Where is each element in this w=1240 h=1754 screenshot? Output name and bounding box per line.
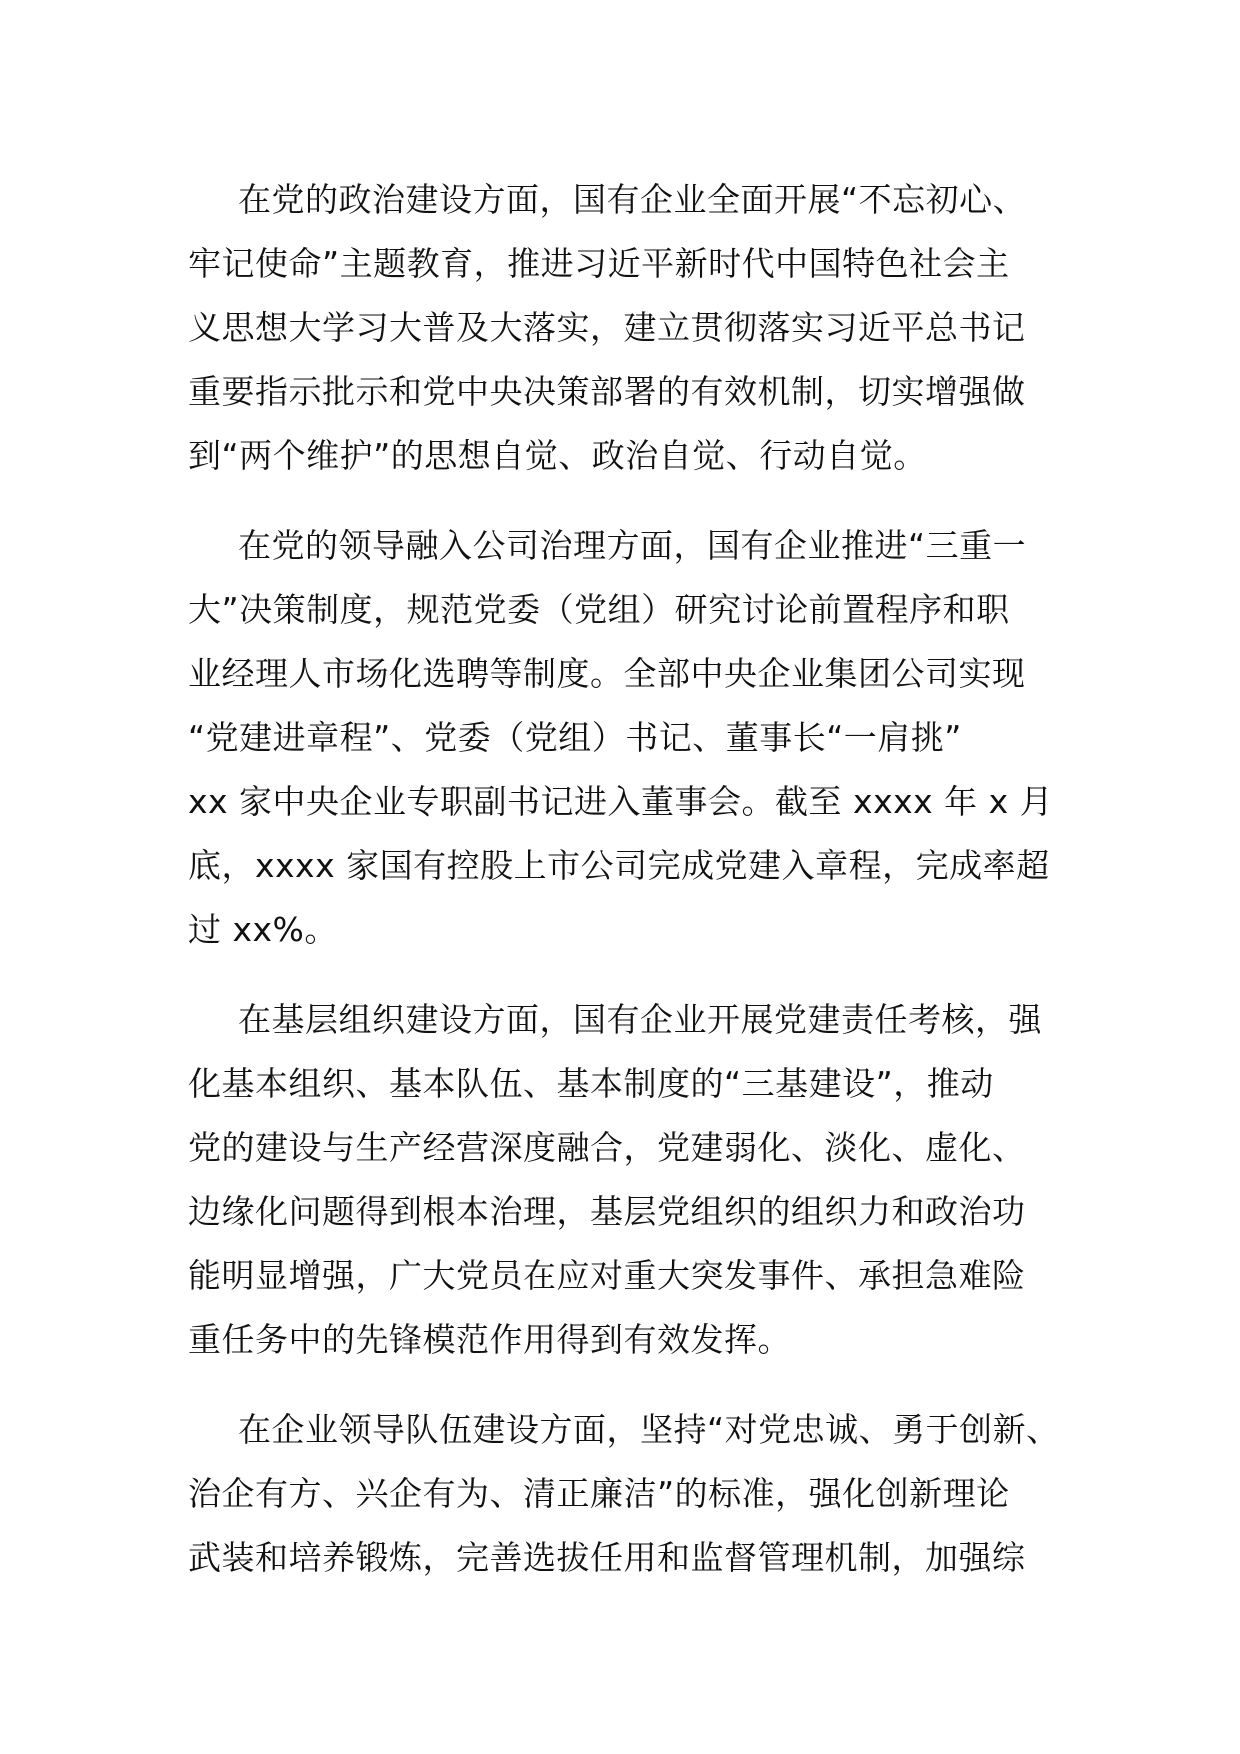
paragraph-political-building	[188, 168, 1068, 488]
text-line: 底，xxxx 家国有控股上市公司完成党建入章程，完成率超	[188, 846, 1050, 885]
text-line: 过 xx%。	[188, 910, 338, 949]
text-line: 到“两个维护”的思想自觉、政治自觉、行动自觉。	[188, 436, 927, 475]
text-line: 党的建设与生产经营深度融合，党建弱化、淡化、虚化、	[188, 1128, 1026, 1167]
text-line: 大”决策制度，规范党委（党组）研究讨论前置程序和职	[188, 590, 1010, 629]
text-line: 义思想大学习大普及大落实，建立贯彻落实习近平总书记	[188, 308, 1026, 347]
text-line: 在基层组织建设方面，国有企业开展党建责任考核，强	[238, 1000, 1042, 1039]
text-line: 化基本组织、基本队伍、基本制度的“三基建设”，推动	[188, 1064, 994, 1103]
text-line: 武装和培养锻炼，完善选拔任用和监督管理机制，加强综	[188, 1538, 1026, 1577]
text-line: 能明显增强，广大党员在应对重大突发事件、承担急难险	[188, 1256, 1026, 1295]
document-body	[188, 168, 1068, 1616]
text-line: 边缘化问题得到根本治理，基层党组织的组织力和政治功	[188, 1192, 1026, 1231]
text-line: xx 家中央企业专职副书记进入董事会。截至 xxxx 年 x 月	[188, 782, 1054, 821]
text-line: 牢记使命”主题教育，推进习近平新时代中国特色社会主	[188, 244, 1010, 283]
text-line: “党建进章程”、党委（党组）书记、董事长“一肩挑”	[188, 718, 962, 757]
text-line: 重要指示批示和党中央决策部署的有效机制，切实增强做	[188, 372, 1026, 411]
paragraph-leadership-team	[188, 1398, 1068, 1590]
text-line: 治企有方、兴企有为、清正廉洁”的标准，强化创新理论	[188, 1474, 1010, 1513]
text-line: 重任务中的先锋模范作用得到有效发挥。	[188, 1320, 791, 1359]
text-line: 在党的领导融入公司治理方面，国有企业推进“三重一	[238, 526, 1027, 565]
paragraph-grassroots-organization	[188, 988, 1068, 1372]
paragraph-corporate-governance	[188, 514, 1068, 962]
text-line: 业经理人市场化选聘等制度。全部中央企业集团公司实现	[188, 654, 1026, 693]
text-line: 在党的政治建设方面，国有企业全面开展“不忘初心、	[238, 180, 1027, 219]
text-line: 在企业领导队伍建设方面，坚持“对党忠诚、勇于创新、	[238, 1410, 1060, 1449]
